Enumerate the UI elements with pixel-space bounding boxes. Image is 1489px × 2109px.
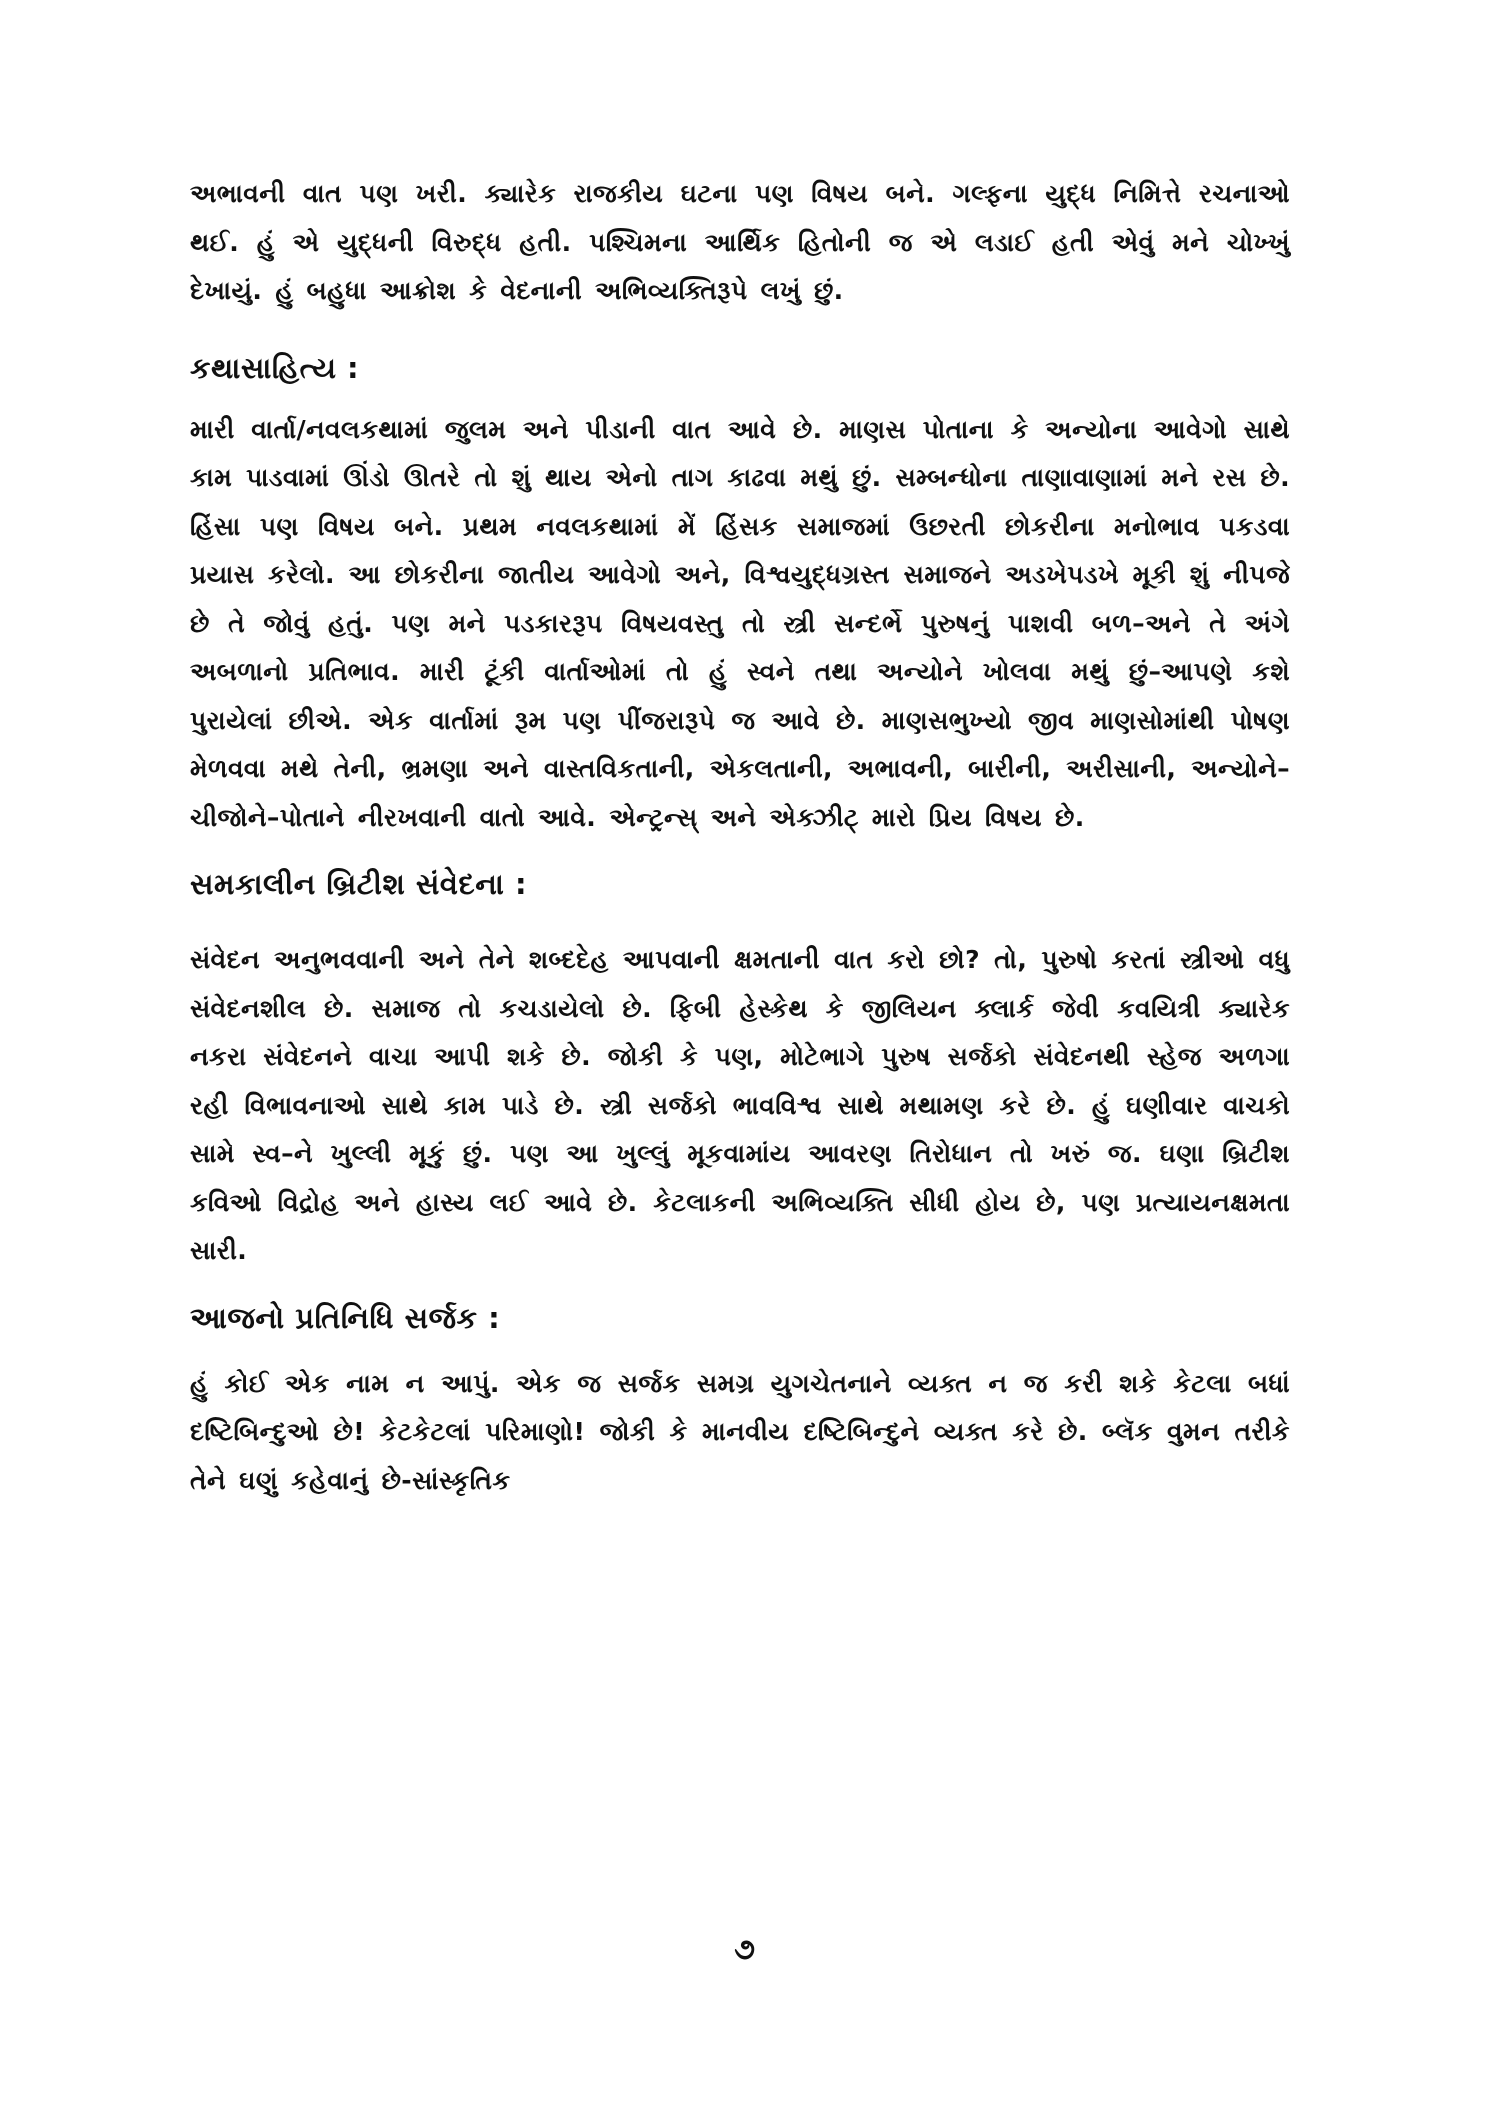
heading-representative: આજનો પ્રતિનિધિ સર્જક :	[190, 1300, 501, 1335]
paragraph-representative: હું કોઈ એક નામ ન આપું. એક જ સર્જક સમગ્ર યુગચેતનાને વ્યક્ત ન જ કરી શકે કેટલા બધાં દષ્ટિબિન્દુઓ છે! કેટકેટલાં પરિમાણો! જોકી કે માનવીય દષ્ટિબિન્દુને વ્યક્ત કરે છે. બ્લૅક વુમન તરીકે તેને ઘણું કહેવાનું છે-સાંસ્કૃતિક	[190, 1368, 1290, 1495]
heading-sensibility: સમકાલીન બ્રિટીશ સંવેદના :	[190, 867, 528, 901]
paragraph-intro: અભાવની વાત પણ ખરી. ક્યારેક રાજકીય ઘટના પણ વિષય બને. ગલ્ફના યુદ્ધ નિમિત્તે રચનાઓ થઈ. હું એ યુદ્ધની વિરુદ્ધ હતી. પશ્ચિમના આર્થિક હિતોની જ એ લડાઈ હતી એવું મને ચોખ્ખું દેખાયું. હું બહુધા આક્રોશ કે વેદનાની અભિવ્યક્તિરૂપે લખું છું.	[190, 179, 1290, 305]
paragraph-fiction: મારી વાર્તા/નવલકથામાં જુલમ અને પીડાની વાત આવે છે. માણસ પોતાના કે અન્યોના આવેગો સાથે કામ પાડવામાં ઊંડો ઊતરે તો શું થાય એનો તાગ કાઢવા મથું છું. સમ્બન્ધોના તાણાવાણામાં મને રસ છે. હિંસા પણ વિષય બને. પ્રથમ નવલકથામાં મેં હિંસક સમાજમાં ઉછરતી છોકરીના મનોભાવ પકડવા પ્રયાસ કરેલો. આ છોકરીના જાતીય આવેગો અને, વિશ્વયુદ્ધગ્રસ્ત સમાજને અડખેપડખે મૂકી શું નીપજે છે તે જોવું હતું. પણ મને પડકારરૂપ વિષયવસ્તુ તો સ્ત્રી સન્દર્ભે પુરુષનું પાશવી બળ–અને તે અંગે અબળાનો પ્રતિભાવ. મારી ટૂંકી વાર્તાઓમાં તો હું સ્વને તથા અન્યોને ખોલવા મથું છું–આપણે કશે પુરાયેલાં છીએ. એક વાર્તામાં રૂમ પણ પીંજરારૂપે જ આવે છે. માણસભુખ્યો જીવ માણસોમાંથી પોષણ મેળવવા મથે તેની, ભ્રમણા અને વાસ્તવિકતાની, એકલતાની, અભાવની, બારીની, અરીસાની, અન્યોને–ચીજોને–પોતાને નીરખવાની વાતો આવે. એન્ટ્રન્સ્ અને એક્ઝીટ્ મારો પ્રિય વિષય છે.	[190, 414, 1290, 832]
page-content	[190, 170, 1290, 1505]
page-number: ૭	[734, 1932, 755, 1967]
heading-fiction: કથાસાહિત્ય :	[190, 350, 360, 385]
paragraph-sensibility: સંવેદન અનુભવવાની અને તેને શબ્દદેહ આપવાની ક્ષમતાની વાત કરો છો? તો, પુરુષો કરતાં સ્ત્રીઓ વધુ સંવેદનશીલ છે. સમાજ તો કચડાયેલો છે. ફિબી હેસ્કેથ કે જીલિયન ક્લાર્ક જેવી કવયિત્રી ક્યારેક નકરા સંવેદનને વાચા આપી શકે છે. જોકી કે પણ, મોટેભાગે પુરુષ સર્જકો સંવેદનથી સ્હેજ અળગા રહી વિભાવનાઓ સાથે કામ પાડે છે. સ્ત્રી સર્જકો ભાવવિશ્વ સાથે મથામણ કરે છે. હું ઘણીવાર વાચકો સામે સ્વ–ને ખુલ્લી મૂકું છું. પણ આ ખુલ્લું મૂકવામાંય આવરણ તિરોધાન તો ખરું જ. ઘણા બ્રિટીશ કવિઓ વિદ્રોહ અને હાસ્ય લઈ આવે છે. કેટલાકની અભિવ્યક્તિ સીધી હોય છે, પણ પ્રત્યાયનક્ષમતા સારી.	[190, 945, 1290, 1265]
